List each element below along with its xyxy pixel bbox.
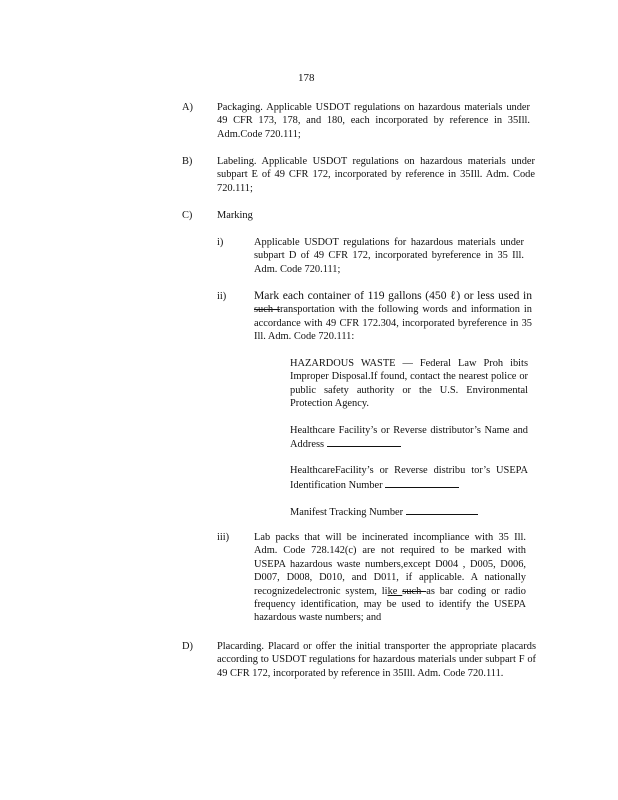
section-c-label: C): [182, 210, 193, 221]
section-a-label: A): [182, 102, 193, 113]
section-c-heading: Marking: [217, 210, 253, 221]
marking-facility-name: [290, 424, 528, 452]
marking-facility-id-label: HealthcareFacility’s or Reverse distribu tor’s USEPA Identification Number: [290, 465, 528, 491]
section-c-iii-text-b: as bar coding or radio frequency identification, may be used to identify the USEPA hazardous waste numbers; and: [254, 585, 526, 624]
section-c-i-text: Applicable USDOT regulations for hazardous materials under subpart D of 49 CFR 172, incorporated byreference in 35 Ill. Adm. Code 720.111;: [254, 237, 524, 275]
section-c-ii-label: ii): [217, 291, 227, 302]
section-c-iii-underlined: ke: [387, 585, 403, 597]
marking-manifest: [290, 505, 528, 519]
section-d-text: Placarding. Placard or offer the initial transporter the appropriate placards according to USDOT regulations for hazardous materials under subpart F of 49 CFR 172, incorporated by reference in 35Ill. Adm. Code 720.111.: [217, 641, 536, 679]
section-d-label: D): [182, 641, 193, 652]
section-c-iii-struck: such: [402, 585, 427, 597]
section-a-text: Packaging. Applicable USDOT regulations on hazardous materials under 49 CFR 173, 178, and 180, each incorporated by reference in 35Ill. Adm.Code 720.111;: [217, 102, 530, 140]
section-c-ii-text: [254, 289, 532, 344]
facility-name-blank: [327, 437, 401, 447]
marking-notice-box: [290, 357, 528, 520]
section-c-ii-struck: such t: [254, 304, 280, 316]
marking-facility-name-label: Healthcare Facility’s or Reverse distributor’s Name and Address: [290, 424, 528, 451]
section-c-iii-text: [254, 531, 526, 625]
manifest-blank: [406, 505, 478, 515]
section-c-i-label: i): [217, 237, 224, 248]
section-c-iii-text-a: Lab packs that will be incinerated incompliance with 35 Ill. Adm. Code 728.142(c) are not required to be marked with USEPA hazardous waste numbers,except D004 , D005, D006, D007, D008, D010, and D011, if applicable. A nationally recognizedelectronic system, li: [254, 532, 526, 597]
section-c-iii-label: iii): [217, 532, 230, 543]
section-b-text: Labeling. Applicable USDOT regulations on hazardous materials under subpart E of 49 CFR 172, incorporated by reference in 35Ill. Adm. Code 720.111;: [217, 156, 535, 194]
marking-facility-id: [290, 464, 528, 492]
section-c-ii-rest: ransportation with the following words and information in accordance with 49 CFR 172.304, incorporated byreference in 35 Ill. Adm. Code 720.111:: [254, 304, 532, 343]
section-b-label: B): [182, 156, 193, 167]
page-number: 178: [298, 72, 315, 84]
facility-id-blank: [385, 478, 459, 488]
marking-notice: HAZARDOUS WASTE — Federal Law Proh ibits Improper Disposal.If found, contact the nearest police or public safety authority or the U.S. Environmental Protection Agency.: [290, 358, 528, 410]
marking-manifest-label: Manifest Tracking Number: [290, 507, 404, 519]
section-c-ii-lead: Mark each container of 119 gallons (450 ℓ) or less used in: [254, 289, 532, 302]
